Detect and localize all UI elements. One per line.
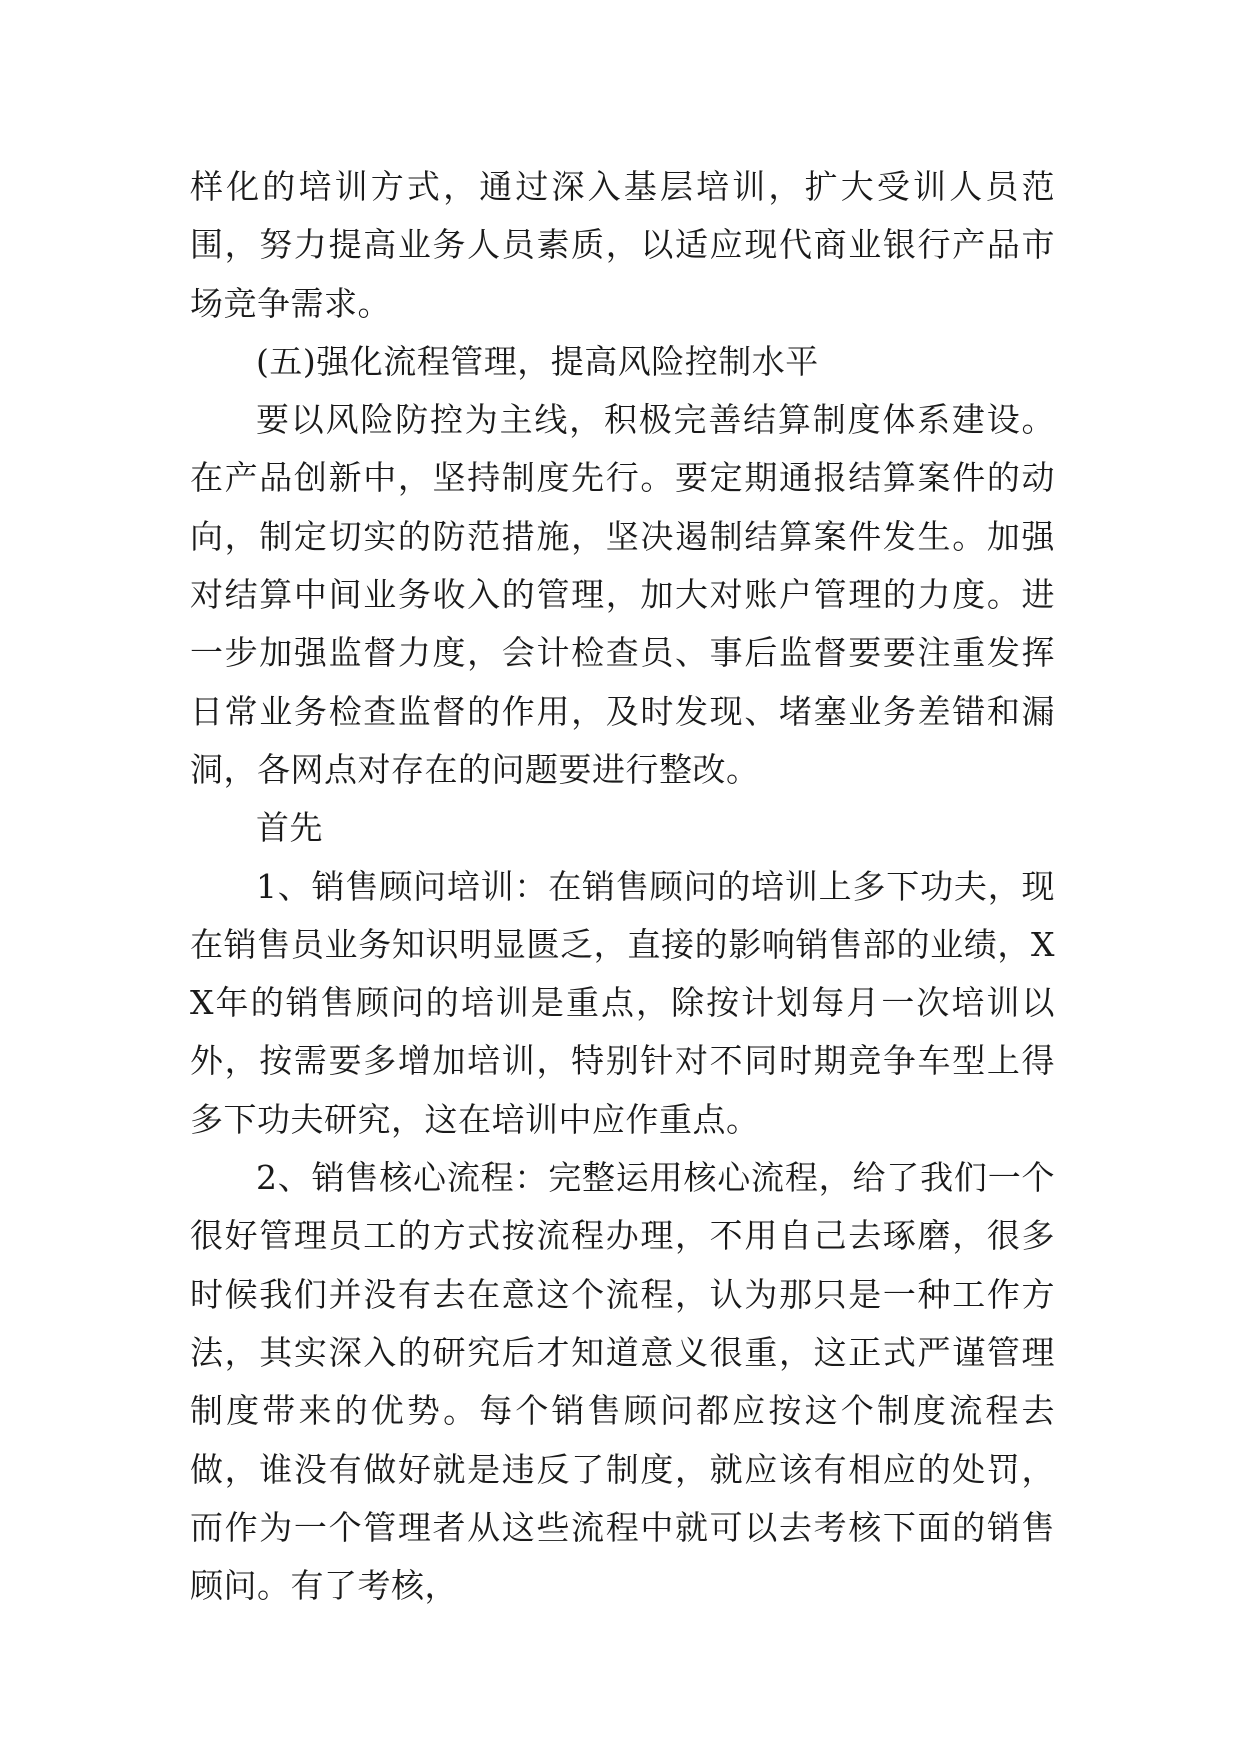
document-body xyxy=(190,158,1055,1615)
paragraph-sales-core-process: 2、销售核心流程：完整运用核心流程，给了我们一个很好管理员工的方式按流程办理，不用自己去琢磨，很多时候我们并没有去在意这个流程，认为那只是一种工作方法，其实深入的研究后才知道意义很重，这正式严谨管理制度带来的优势。每个销售顾问都应按这个制度流程去做，谁没有做好就是违反了制度，就应该有相应的处罚，而作为一个管理者从这些流程中就可以去考核下面的销售顾问。有了考核， xyxy=(190,1158,1055,1606)
paragraph-risk-control: 要以风险防控为主线，积极完善结算制度体系建设。在产品创新中，坚持制度先行。要定期通报结算案件的动向，制定切实的防范措施，坚决遏制结算案件发生。加强对结算中间业务收入的管理，加大对账户管理的力度。进一步加强监督力度，会计检查员、事后监督要要注重发挥日常业务检查监督的作用，及时发现、堵塞业务差错和漏洞，各网点对存在的问题要进行整改。 xyxy=(190,400,1055,789)
paragraph-training-continuation: 样化的培训方式，通过深入基层培训，扩大受训人员范围，努力提高业务人员素质，以适应现代商业银行产品市场竞争需求。 xyxy=(190,167,1055,323)
section-heading-process-management: (五)强化流程管理，提高风险控制水平 xyxy=(256,341,819,381)
paragraph-sales-consultant-training: 1、销售顾问培训：在销售顾问的培训上多下功夫，现在销售员业务知识明显匮乏，直接的影响销售部的业绩，XX年的销售顾问的培训是重点，除按计划每月一次培训以外，按需要多增加培训，特别针对不同时期竞争车型上得多下功夫研究，这在培训中应作重点。 xyxy=(190,866,1055,1139)
paragraph-first: 首先 xyxy=(256,808,323,848)
